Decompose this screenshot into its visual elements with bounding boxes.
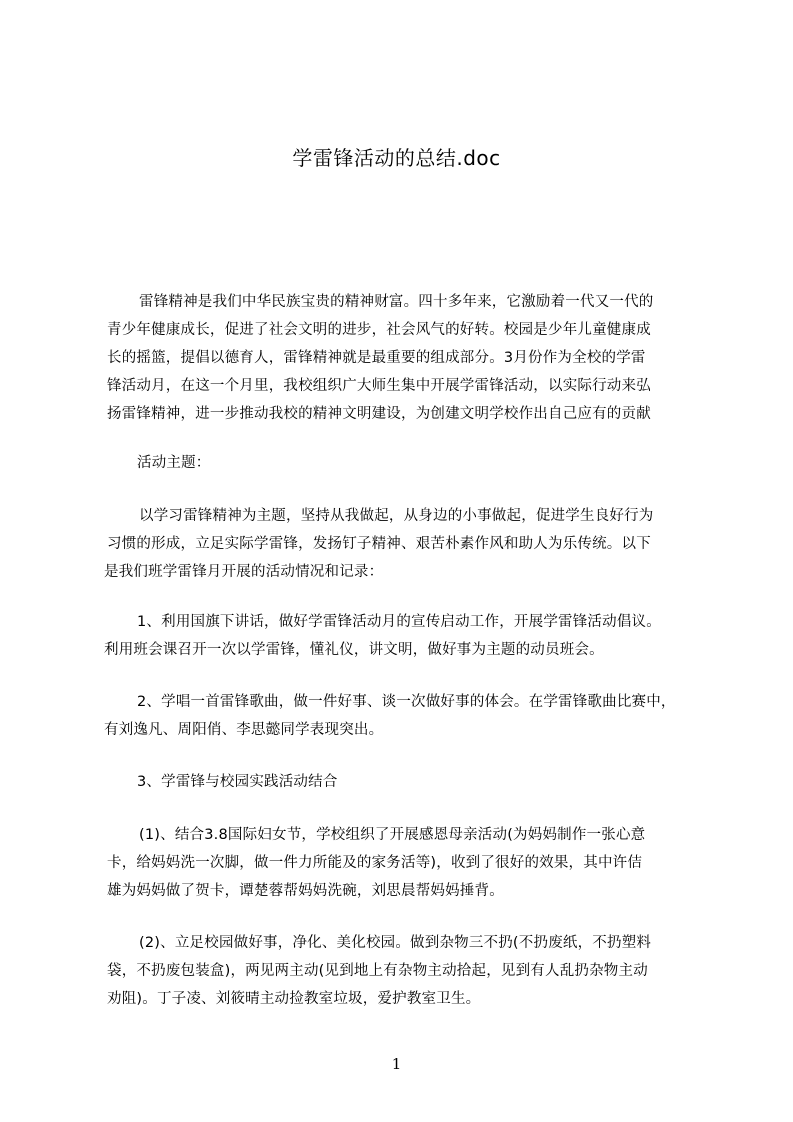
paragraph-line: 是我们班学雷锋月开展的活动情况和记录： bbox=[104, 564, 384, 580]
paragraph-line: 2、学唱一首雷锋歌曲，做一件好事、谈一次做好事的体会。在学雷锋歌曲比赛中， bbox=[137, 694, 676, 710]
paragraph-line: 卡，给妈妈洗一次脚，做一件力所能及的家务活等)，收到了很好的效果，其中许佶 bbox=[107, 855, 643, 871]
paragraph-line: 锋活动月，在这一个月里，我校组织广大师生集中开展学雷锋活动，以实际行动来弘 bbox=[107, 378, 651, 394]
paragraph-line: 袋，不扔废包装盒)，两见两主动(见到地上有杂物主动拾起，见到有人乱扔杂物主动 bbox=[107, 963, 648, 979]
theme-heading: 活动主题： bbox=[137, 455, 211, 471]
paragraph-line: 青少年健康成长，促进了社会文明的进步，社会风气的好转。校园是少年儿童健康成 bbox=[107, 322, 651, 338]
page-number: 1 bbox=[391, 1055, 402, 1073]
paragraph-line: (2)、立足校园做好事，净化、美化校园。做到杂物三不扔(不扔废纸，不扔塑料 bbox=[139, 935, 652, 951]
paragraph-line: 劝阻)。丁子凌、刘筱晴主动捡教室垃圾，爱护教室卫生。 bbox=[107, 991, 481, 1007]
paragraph-line: 有刘逸凡、周阳俏、李思懿同学表现突出。 bbox=[104, 722, 384, 738]
paragraph-line: 雄为妈妈做了贺卡，谭楚蓉帮妈妈洗碗，刘思晨帮妈妈捶背。 bbox=[107, 883, 504, 899]
document-title: 学雷锋活动的总结.doc bbox=[292, 146, 501, 170]
activity-item-3: 3、学雷锋与校园实践活动结合 bbox=[137, 774, 338, 790]
paragraph-line: 利用班会课召开一次以学雷锋，懂礼仪，讲文明，做好事为主题的动员班会。 bbox=[104, 642, 604, 658]
paragraph-line: 1、利用国旗下讲话，做好学雷锋活动月的宣传启动工作，开展学雷锋活动倡议。 bbox=[137, 614, 661, 630]
paragraph-line: 长的摇篮，提倡以德育人，雷锋精神就是最重要的组成部分。3月份作为全校的学雷 bbox=[107, 350, 646, 366]
paragraph-line: 扬雷锋精神，进一步推动我校的精神文明建设，为创建文明学校作出自己应有的贡献 bbox=[107, 406, 651, 422]
paragraph-line: 习惯的形成，立足实际学雷锋，发扬钉子精神、艰苦朴素作风和助人为乐传统。以下 bbox=[107, 536, 651, 552]
paragraph-line: (1)、结合3.8国际妇女节，学校组织了开展感恩母亲活动(为妈妈制作一张心意 bbox=[139, 827, 646, 843]
paragraph-line: 以学习雷锋精神为主题，坚持从我做起，从身边的小事做起，促进学生良好行为 bbox=[139, 508, 654, 524]
paragraph-line: 雷锋精神是我们中华民族宝贵的精神财富。四十多年来，它激励着一代又一代的 bbox=[139, 294, 654, 310]
